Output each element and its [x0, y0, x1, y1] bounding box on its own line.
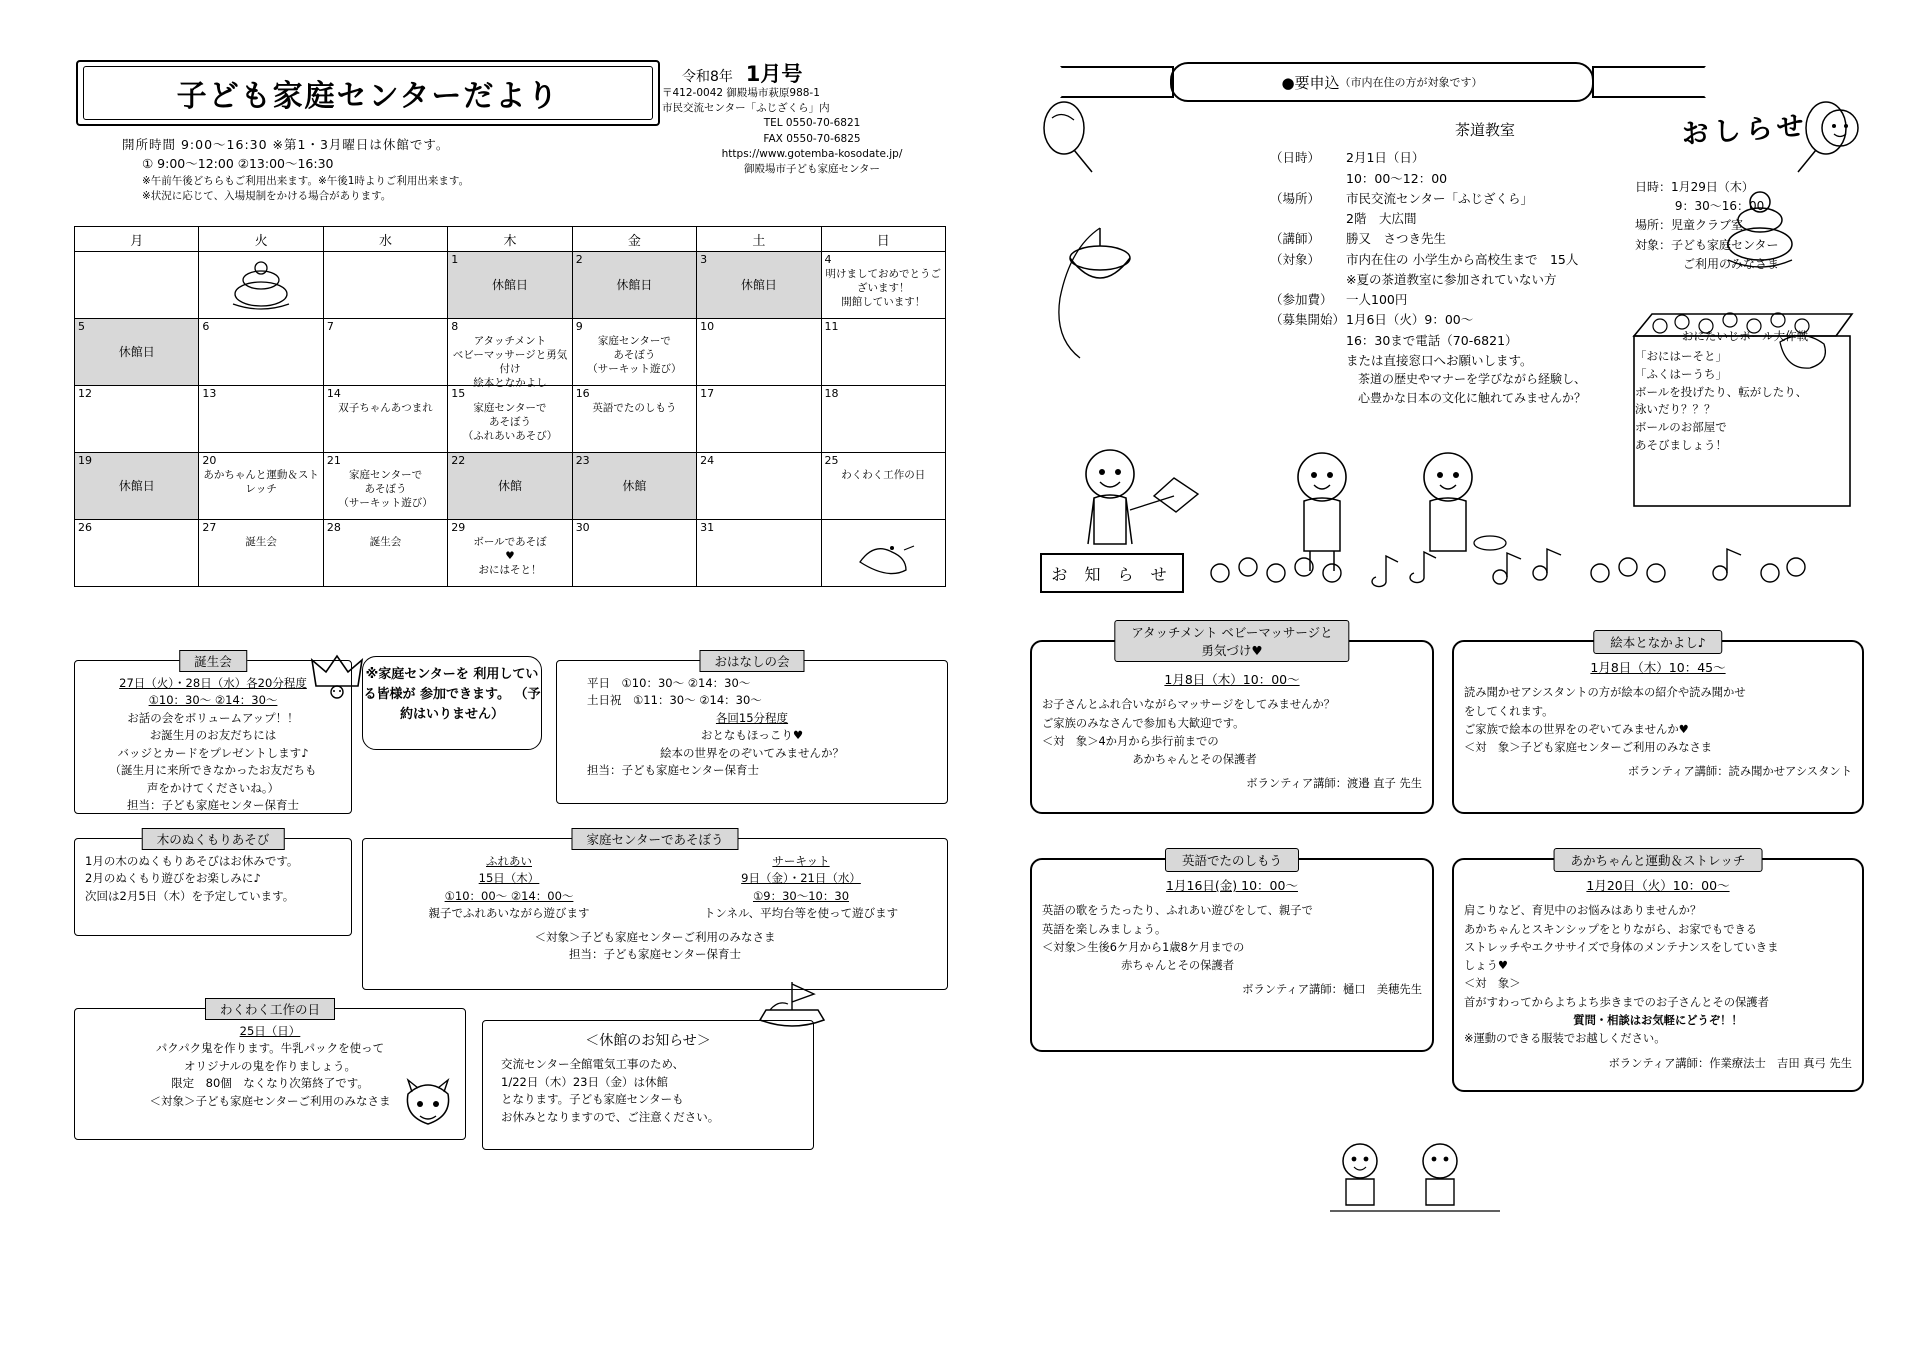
- calendar-weekday-header: 金: [572, 227, 696, 252]
- calendar-day-cell[interactable]: [448, 453, 572, 520]
- calendar-week-row: [75, 520, 946, 587]
- calendar-day-number: 16: [575, 387, 590, 400]
- detail-value: 市内在住の 小学生から高校生まで 15人: [1346, 251, 1579, 267]
- text-line: 場所：児童クラブ室: [1635, 218, 1744, 233]
- calendar-day-number: 9: [575, 320, 583, 333]
- calendar-weekday-header: 日: [821, 227, 945, 252]
- fax-line: FAX 0550-70-6825: [763, 132, 861, 145]
- event-date: 1月8日（木）10：45～: [1590, 660, 1726, 675]
- calendar-day-cell[interactable]: [572, 252, 696, 319]
- event-date: 1月8日（木）10：00～: [1164, 672, 1300, 687]
- event-card-title: アタッチメント ベビーマッサージと 勇気づけ♥: [1114, 620, 1349, 662]
- text-line: ※運動のできる服装でお越しください。: [1464, 1032, 1666, 1046]
- ball-event-title: おにたいじボール大作戦: [1681, 329, 1809, 343]
- text-line: 声をかけてくださいね。）: [146, 780, 280, 795]
- text-line: トンネル、平均台等を使って遊びます: [703, 906, 899, 921]
- calendar-day-number: 8: [451, 320, 459, 333]
- text-line: 交流センター全館電気工事のため、: [501, 1057, 685, 1072]
- newsletter-title-box: [76, 60, 660, 126]
- panel-title-wood: 木のぬくもりあそび: [142, 828, 285, 850]
- panel-body-story: [557, 675, 947, 780]
- calendar-day-cell[interactable]: [697, 453, 821, 520]
- panel-closure-notice: [482, 1020, 814, 1150]
- text-line: あそびましょう！: [1635, 438, 1727, 453]
- panel-play-center: [362, 832, 948, 990]
- treasure-ship-doodle-icon: [752, 976, 832, 1036]
- text-line: （誕生月に来所できなかったお友だちも: [109, 763, 317, 778]
- panel-story-meeting: [556, 654, 948, 804]
- text-line: となります。子ども家庭センターも: [501, 1092, 684, 1107]
- text-line: ご家族のみなさんで参加も大歓迎です。: [1042, 716, 1245, 730]
- detail-value: ※夏の茶道教室に参加されていない方: [1346, 271, 1557, 287]
- text-line: しょう♥: [1464, 959, 1509, 973]
- panel-body-play: [363, 853, 947, 964]
- calendar-day-cell[interactable]: [448, 252, 572, 319]
- tel-line: TEL 0550-70-6821: [763, 117, 861, 130]
- children-picnic-doodle-icon: [1320, 1133, 1510, 1223]
- calendar-day-cell[interactable]: [75, 520, 199, 587]
- text-line: 9日（金）・21日（水）: [741, 871, 861, 886]
- event-card: [1452, 853, 1864, 1092]
- banner-ribbon-right: [1592, 66, 1706, 98]
- calendar-day-number: 15: [451, 387, 466, 400]
- text-line: 「おにはーそと」: [1635, 349, 1727, 363]
- hours-line-1: 開所時間 9:00～16:30 ※第1・3月曜日は休館です。: [122, 137, 450, 152]
- text-line: をしてくれます。: [1464, 704, 1554, 718]
- calendar-day-number: 20: [202, 454, 217, 467]
- event-instructor: ボランティア講師：渡邉 直子 先生: [1246, 777, 1422, 791]
- text-line: 泳いだり？？？: [1635, 402, 1716, 417]
- event-card-title: あかちゃんと運動＆ストレッチ: [1554, 848, 1763, 872]
- panel-title-story: おはなしの会: [699, 650, 804, 672]
- calendar-day-cell[interactable]: [199, 453, 323, 520]
- calendar-day-number: 7: [326, 320, 334, 333]
- calendar-day-number: 19: [78, 454, 92, 467]
- calendar-day-cell[interactable]: [199, 520, 323, 587]
- calendar-day-event: 誕生会: [369, 536, 402, 548]
- detail-key: [1270, 351, 1346, 371]
- event-card-body: [1464, 876, 1852, 1073]
- event-date: 1月20日（火）10：00～: [1586, 878, 1730, 893]
- text-line: ※家庭センターを: [365, 667, 469, 682]
- calendar-weekday-header: 月: [75, 227, 199, 252]
- ball-event-text: [1635, 348, 1870, 455]
- calendar-day-cell[interactable]: [323, 252, 447, 319]
- calendar-day-event: 誕生会: [245, 536, 277, 548]
- calendar-day-event: 家庭センターで あそぼう （ふれあいあそび）: [462, 402, 558, 442]
- calendar-day-number: 4: [824, 253, 832, 266]
- calendar-header-row: [75, 227, 946, 252]
- event-card: [1030, 625, 1434, 814]
- text-line: 心豊かな日本の文化に触れてみませんか？: [1357, 391, 1586, 406]
- music-note-decoration-icon: [1200, 543, 1820, 599]
- detail-key: [1270, 331, 1346, 351]
- detail-value: 勝又 さつき先生: [1346, 231, 1447, 247]
- calendar-week-row: [75, 453, 946, 520]
- text-line: 担当：子ども家庭センター保育士: [126, 798, 300, 813]
- calendar-day-cell[interactable]: [323, 319, 447, 386]
- hagoita-doodle-icon: [1030, 98, 1110, 178]
- text-line: ＜対 象＞子ども家庭センターご利用のみなさま: [1464, 741, 1713, 755]
- text-line: 参加できます。: [420, 687, 510, 703]
- detail-key: （日時）: [1270, 150, 1321, 166]
- detail-key: （講師）: [1270, 231, 1321, 247]
- detail-value: または直接窓口へお願いします。: [1346, 352, 1533, 368]
- detail-value: 1月6日（火）9：00～: [1346, 312, 1474, 328]
- detail-key: [1270, 270, 1346, 290]
- text-line: 肩こりなど、育児中のお悩みはありませんか？: [1464, 904, 1702, 918]
- calendar-day-cell[interactable]: [821, 252, 945, 319]
- text-line: 2月のぬくもり遊びをお楽しみに♪: [85, 871, 261, 886]
- calendar-day-number: 11: [824, 320, 839, 333]
- calendar-day-cell[interactable]: [75, 319, 199, 386]
- text-line: 質問・相談はお気軽にどうぞ！！: [1573, 1014, 1743, 1028]
- text-line: 15日（木）: [478, 871, 540, 886]
- calendar-day-number: 14: [326, 387, 341, 400]
- address-line: 〒412-0042 御殿場市萩原988-1: [662, 87, 820, 99]
- calendar-day-cell[interactable]: [572, 386, 696, 453]
- text-line: 読み聞かせアシスタントの方が絵本の紹介や読み聞かせ: [1464, 686, 1746, 700]
- calendar-day-cell[interactable]: [75, 252, 199, 319]
- calendar-day-number: 30: [575, 521, 590, 534]
- right-sheet: [1020, 48, 1870, 1303]
- text-line: お誕生月のお友だちには: [149, 728, 277, 743]
- event-card: [1030, 853, 1434, 1052]
- calendar-day-cell[interactable]: [199, 386, 323, 453]
- text-line: 1月の木のぬくもりあそびはお休みです。: [85, 854, 299, 868]
- text-line: おとなもほっこり♥: [700, 728, 804, 743]
- page-title: 子ども家庭センターだより: [176, 79, 560, 114]
- calendar-day-number: 1: [451, 253, 459, 266]
- calendar-day-number: 10: [700, 320, 715, 333]
- event-card-title: 英語でたのしもう: [1165, 848, 1299, 872]
- org-line: 御殿場市子ども家庭センター: [743, 163, 881, 176]
- event-card-body: [1464, 658, 1852, 782]
- text-line: 土日祝 ①11：30～ ②14：30～: [587, 693, 762, 708]
- calendar-day-number: 26: [78, 521, 92, 534]
- contact-block: [662, 86, 962, 177]
- detail-value: 一人100円: [1346, 292, 1408, 308]
- detail-key: （場所）: [1270, 190, 1321, 206]
- text-line: 英語の歌をうたったり、ふれあい遊びをして、親子で: [1042, 904, 1313, 918]
- calendar-day-number: 29: [451, 521, 466, 534]
- detail-value: 2月1日（日）: [1346, 150, 1425, 166]
- calendar-day-cell[interactable]: [323, 520, 447, 587]
- calendar-day-cell[interactable]: [572, 319, 696, 386]
- ball-event-info: [1635, 178, 1865, 274]
- calendar-day-cell[interactable]: [821, 319, 945, 386]
- calendar-day-cell[interactable]: [199, 319, 323, 386]
- calendar-day-cell[interactable]: [75, 386, 199, 453]
- calendar-day-number: 21: [326, 454, 341, 467]
- calendar-body: [75, 252, 946, 587]
- calendar-day-event: 明けましておめでとうございます！ 開館しています！: [825, 268, 942, 308]
- panel-body-wood: [75, 853, 361, 905]
- calendar-day-event: 家庭センターで あそぼう （サーキット遊び）: [587, 335, 682, 375]
- calendar-day-cell[interactable]: [697, 252, 821, 319]
- calendar-weekday-header: 水: [323, 227, 447, 252]
- detail-value: 10：00～12：00: [1346, 170, 1448, 186]
- event-instructor: ボランティア講師：樋口 美穂先生: [1242, 983, 1422, 997]
- calendar-day-number: 17: [700, 387, 715, 400]
- calendar-day-number: 28: [326, 521, 341, 534]
- text-line: サーキット: [772, 854, 830, 868]
- text-line: お話の会をボリュームアップ！！: [127, 710, 299, 725]
- calendar-day-event: 休館日: [491, 278, 528, 292]
- text-line: あかちゃんとその保護者: [1042, 753, 1257, 767]
- text-line: ＜対 象＞4か月から歩行前までの: [1042, 734, 1219, 748]
- issue-era: 令和8年: [682, 69, 733, 85]
- text-line: ふれあい: [486, 854, 532, 868]
- kagami-mochi-doodle-icon: [221, 260, 301, 314]
- calendar-day-number: 31: [700, 521, 715, 534]
- text-line: お休みとなりますので、ご注意ください。: [501, 1109, 720, 1124]
- text-line: ご家族で絵本の世界をのぞいてみませんか♥: [1464, 722, 1689, 736]
- calendar-day-cell[interactable]: [697, 386, 821, 453]
- panel-title-closure: ＜休館のお知らせ＞: [585, 1033, 711, 1049]
- panel-wood-play: [74, 832, 352, 936]
- text-line: ①9：30～10：30: [752, 888, 850, 903]
- calendar-day-cell[interactable]: [821, 520, 945, 587]
- text-line: 「ふくはーうち」: [1635, 366, 1727, 381]
- calendar-day-event: 休館日: [118, 345, 155, 359]
- banner-main-label: ●要申込: [1281, 73, 1340, 92]
- website-line: https://www.gotemba-kosodate.jp/: [721, 147, 903, 160]
- bird-doodle-icon: [848, 528, 918, 580]
- text-line: 絵本の世界をのぞいてみませんか？: [660, 745, 844, 760]
- detail-value: 16：30まで電話（70-6821）: [1346, 332, 1518, 348]
- calendar-day-cell[interactable]: [75, 453, 199, 520]
- calendar-day-number: 24: [700, 454, 715, 467]
- calendar-day-cell[interactable]: [448, 520, 572, 587]
- detail-key: （対象）: [1270, 251, 1321, 267]
- detail-key: （参加費）: [1270, 292, 1333, 308]
- text-line: お子さんとふれ合いながらマッサージをしてみませんか？: [1042, 698, 1336, 712]
- oshirase-section-label: お 知 ら せ: [1040, 553, 1184, 593]
- application-required-banner: [1170, 62, 1594, 102]
- calendar-week-row: [75, 252, 946, 319]
- text-line: オリジナルの鬼を作りましょう。: [184, 1058, 356, 1073]
- oshirase-heading: おしらせ: [1680, 110, 1810, 151]
- detail-key: [1270, 209, 1346, 229]
- text-line: ＜対象＞生後6ケ月から1歳8ケ月までの: [1042, 940, 1245, 954]
- text-line: 首がすわってからよちよち歩きまでのお子さんとその保護者: [1464, 995, 1769, 1009]
- text-line: ①10：30～ ②14：30～: [148, 693, 278, 708]
- event-card-title: 絵本となかよし♪: [1593, 630, 1722, 654]
- calendar-day-number: 13: [202, 387, 217, 400]
- text-line: 日時：1月29日（木）: [1635, 180, 1754, 194]
- panel-title-craft: わくわく工作の日: [205, 998, 335, 1020]
- text-line: 次回は2月5日（木）を予定しています。: [85, 888, 295, 903]
- event-date: 1月16日(金) 10：00～: [1166, 878, 1298, 893]
- left-sheet: [62, 48, 962, 1303]
- calendar-day-cell[interactable]: [199, 252, 323, 319]
- text-line: 対象：子ども家庭センター: [1635, 237, 1779, 252]
- text-line: 担当：子ども家庭センター保育士: [568, 947, 742, 962]
- issue-month: 1月号: [745, 62, 803, 86]
- calendar-day-event: 英語でたのしもう: [592, 402, 677, 414]
- text-line: ①10：00～ ②14：00～: [444, 888, 574, 903]
- calendar-weekday-header: 土: [697, 227, 821, 252]
- text-line: 英語を楽しみましょう。: [1042, 922, 1167, 936]
- text-line: 平日 ①10：30～ ②14：30～: [587, 676, 751, 690]
- calendar-day-cell[interactable]: [821, 453, 945, 520]
- monthly-calendar: [74, 226, 946, 587]
- calendar-day-number: 2: [575, 253, 583, 266]
- calendar-day-number: 27: [202, 521, 217, 534]
- calendar-day-number: 22: [451, 454, 466, 467]
- text-line: ＜対 象＞: [1464, 977, 1521, 991]
- panel-title-birthday: 誕生会: [179, 650, 247, 672]
- calendar-day-cell[interactable]: [448, 386, 572, 453]
- calendar-week-row: [75, 319, 946, 386]
- detail-value: 2階 大広間: [1346, 211, 1417, 227]
- text-line: ストレッチやエクササイズで身体のメンテナンスをしていきま: [1464, 940, 1779, 954]
- text-line: ご利用のみなさま: [1635, 256, 1780, 271]
- detail-key: （募集開始）: [1270, 312, 1346, 328]
- panel-participation: [362, 656, 542, 750]
- tea-ceremony-title: 茶道教室: [1454, 121, 1515, 139]
- calendar-day-event: 休館: [622, 479, 647, 493]
- event-instructor: ボランティア講師：作業療法士 吉田 真弓 先生: [1608, 1056, 1852, 1070]
- panel-body-closure: [483, 1031, 813, 1126]
- calendar-day-event: わくわく工作の日: [841, 469, 926, 481]
- calendar-day-cell[interactable]: [448, 319, 572, 389]
- text-line: ＜対象＞子ども家庭センターご利用のみなさま: [149, 1093, 391, 1108]
- text-line: 限定 80個 なくなり次第終了です。: [171, 1076, 369, 1091]
- event-instructor: ボランティア講師：読み聞かせアシスタント: [1627, 765, 1852, 779]
- text-line: 27日（火）・28日（水）各20分程度: [119, 676, 307, 690]
- event-card-body: [1042, 876, 1422, 1000]
- banner-ribbon-left: [1060, 66, 1174, 98]
- text-line: 親子でふれあいながら遊びます: [428, 906, 590, 921]
- event-card: [1452, 635, 1864, 814]
- detail-value: 市民交流センター「ふじざくら」: [1346, 190, 1534, 206]
- calendar-weekday-header: 火: [199, 227, 323, 252]
- banner-sub-label: （市内在住の方が対象です）: [1339, 76, 1483, 89]
- calendar-day-number: 3: [700, 253, 708, 266]
- text-line: パクパク鬼を作ります。牛乳パックを使って: [155, 1041, 385, 1056]
- calendar-day-cell[interactable]: [572, 453, 696, 520]
- text-line: バッジとカードをプレゼントします♪: [117, 745, 309, 760]
- text-line: ボールのお部屋で: [1635, 420, 1727, 435]
- hours-line-2: ① 9:00～12:00 ②13:00～16:30: [142, 155, 334, 171]
- event-card-body: [1042, 670, 1422, 794]
- calendar-day-cell[interactable]: [323, 453, 447, 520]
- address-line: 市民交流センター「ふじざくら」内: [662, 102, 830, 115]
- text-line: 9：30～16：00: [1635, 199, 1765, 214]
- issue-label: [682, 58, 842, 88]
- calendar-day-number: 18: [824, 387, 839, 400]
- calendar-day-number: 6: [202, 320, 210, 333]
- hours-note-2: ※状況に応じて、入場規制をかける場合があります。: [142, 190, 392, 203]
- text-line: 利用している皆様が: [363, 667, 539, 703]
- calendar-week-row: [75, 386, 946, 453]
- text-line: 茶道の歴史やマナーを学びながら経験し、: [1357, 372, 1586, 386]
- text-line: 25日（日）: [239, 1024, 301, 1038]
- calendar-day-event: アタッチメント ベビーマッサージと勇気付け 絵本となかよし: [452, 335, 568, 389]
- calendar-day-event: 双子ちゃんあつまれ: [338, 402, 433, 414]
- calendar-day-event: 休館日: [616, 278, 653, 292]
- text-line: あかちゃんとスキンシップをとりながら、お家でもできる: [1464, 922, 1758, 936]
- calendar-day-event: 休館: [497, 479, 522, 493]
- calendar-day-cell[interactable]: [697, 520, 821, 587]
- calendar-day-event: あかちゃんと運動＆ストレッチ: [203, 469, 319, 495]
- calendar-day-event: 休館日: [118, 479, 155, 493]
- calendar-day-cell[interactable]: [572, 520, 696, 587]
- calendar-day-event: ボールであそぼ ♥ おにはそと！: [473, 536, 547, 576]
- text-line: 担当：子ども家庭センター保育士: [587, 763, 760, 778]
- text-line: ＜対象＞子ども家庭センターご利用のみなさま: [534, 929, 776, 944]
- calendar-day-event: 休館日: [740, 278, 777, 292]
- detail-key: [1270, 169, 1346, 189]
- child-face-doodle-icon: [1810, 96, 1870, 156]
- calendar-day-event: 家庭センターで あそぼう （サーキット遊び）: [338, 469, 433, 509]
- text-line: 1/22日（木）23日（金）は休館: [501, 1074, 668, 1089]
- hours-note-1: ※午前午後どちらもご利用出来ます。※午後1時よりご利用出来ます。: [142, 174, 470, 187]
- calendar-day-cell[interactable]: [821, 386, 945, 453]
- text-line: 赤ちゃんとその保護者: [1042, 959, 1235, 973]
- text-line: ボールを投げたり、転がしたり、: [1635, 384, 1808, 399]
- calendar-day-number: 25: [824, 454, 839, 467]
- calendar-day-number: 5: [78, 320, 85, 333]
- koma-top-doodle-icon: [1040, 198, 1160, 398]
- calendar-day-cell[interactable]: [323, 386, 447, 453]
- oni-mask-doodle-icon: [392, 1064, 464, 1136]
- calendar-day-number: 23: [575, 454, 590, 467]
- text-line: （予約はいりません）: [399, 687, 541, 723]
- calendar-weekday-header: 木: [448, 227, 572, 252]
- calendar-day-number: 12: [78, 387, 92, 400]
- calendar-day-cell[interactable]: [697, 319, 821, 386]
- opening-hours: [122, 136, 642, 205]
- panel-title-play: 家庭センターであそぼう: [571, 828, 738, 850]
- text-line: 各回15分程度: [715, 710, 789, 725]
